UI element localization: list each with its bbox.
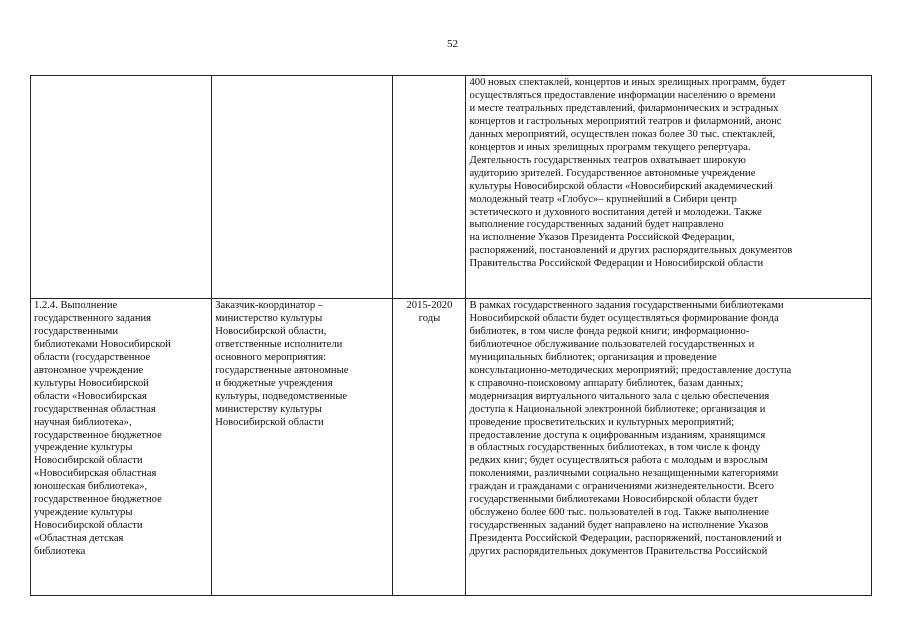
text-line: государственное бюджетное xyxy=(34,429,162,441)
text-line: граждан и гражданами с ограничениями жизнедеятельности. Всего xyxy=(469,481,774,493)
text-line: автономное учреждение xyxy=(34,364,144,376)
text-line: на исполнение Указов Президента Российской Федерации, xyxy=(469,232,735,244)
table-row xyxy=(31,76,872,299)
text-line: культуры Новосибирской xyxy=(34,377,149,389)
text-line: государственного задания xyxy=(34,312,152,324)
text-line: концертов и иных зрелищных программ текущего репертуара. xyxy=(469,141,751,153)
text-line: редких книг; будет осуществляться работа с молодым и взрослым xyxy=(469,455,768,467)
text-line: государственная областная xyxy=(34,403,156,415)
text-line: эстетического и духовного воспитания детей и молодежи. Также xyxy=(469,206,762,218)
text-line: к справочно-поисковому аппарату библиотек, базам данных; xyxy=(469,377,744,389)
period-cell xyxy=(393,299,466,596)
text-line: основного мероприятия: xyxy=(215,351,327,363)
text-line: «Областная детская xyxy=(34,533,124,545)
text-line: обслужено более 600 тыс. пользователей в год. Также выполнение xyxy=(469,507,769,519)
text-line: библиотечное обслуживание пользователей государственных и xyxy=(469,338,755,350)
text-line: области «Новосибирская xyxy=(34,390,147,402)
text-line: В рамках государственного задания государственными библиотеками xyxy=(469,300,784,311)
text-line: проведение просветительских и культурных мероприятий; xyxy=(469,416,735,428)
text-line: выполнение государственных заданий будет направлено xyxy=(469,219,724,231)
executor-cell xyxy=(212,76,393,299)
page-number: 52 xyxy=(447,38,458,50)
text-line: других распорядительных документов Правительства Российской xyxy=(469,546,768,558)
text-line: ответственные исполнители xyxy=(215,338,343,350)
text-line: государственными библиотеками Новосибирской области будет xyxy=(469,494,758,506)
text-line: государственными xyxy=(34,325,119,337)
text-line: 2015-2020 xyxy=(406,300,453,311)
text-line: модернизация виртуального читального зала с целью обеспечения xyxy=(469,390,770,402)
description-cell xyxy=(466,299,872,596)
text-line: научная библиотека», xyxy=(34,416,132,428)
text-line: распоряжений, постановлений и других распорядительных документов xyxy=(469,245,793,257)
text-line: «Новосибирская областная xyxy=(34,468,157,480)
text-line: культуры Новосибирской области «Новосибирский академический xyxy=(469,180,773,192)
text-line: молодежный театр «Глобус»– крупнейший в Сибири центр xyxy=(469,193,737,205)
text-line: концертов и гастрольных мероприятий театров и филармоний, анонс xyxy=(469,115,782,127)
text-line: консультационно-методических мероприятий; предоставление доступа xyxy=(469,364,792,376)
text-line: годы xyxy=(418,312,441,324)
text-line: 400 новых спектаклей, концертов и иных зрелищных программ, будет xyxy=(469,77,786,88)
activity-cell xyxy=(31,76,212,299)
executor-cell xyxy=(212,299,393,596)
text-line: Деятельность государственных театров охватывает широкую xyxy=(469,154,746,166)
text-line: министерству культуры xyxy=(215,403,322,415)
activity-cell xyxy=(31,299,212,596)
text-line: Новосибирской области, xyxy=(215,325,327,337)
table-row xyxy=(31,299,872,596)
text-line: и месте театральных представлений, филармонических и эстрадных xyxy=(469,102,779,114)
text-line: доступа к Национальной электронной библиотеке; организация и xyxy=(469,403,766,415)
text-line: министерство культуры xyxy=(215,312,323,324)
text-line: культуры, подведомственные xyxy=(215,390,348,402)
text-line: библиотека xyxy=(34,546,86,558)
text-line: области (государственное xyxy=(34,351,151,363)
text-line: юношеская библиотека», xyxy=(34,481,148,493)
text-line: Новосибирской области будет осуществляться формирование фонда xyxy=(469,312,779,324)
text-line: библиотеками Новосибирской xyxy=(34,338,171,350)
text-line: Новосибирской области xyxy=(34,455,143,467)
text-line: государственных заданий будет направлено на исполнение Указов xyxy=(469,520,769,532)
text-line: Заказчик-координатор – xyxy=(215,300,324,311)
text-line: 1.2.4. Выполнение xyxy=(34,300,118,311)
text-line: в областных государственных библиотеках, в том числе к фонду xyxy=(469,442,761,454)
description-cell xyxy=(466,76,872,299)
text-line: данных мероприятий, осуществлен показ более 30 тыс. спектаклей, xyxy=(469,128,776,140)
text-line: Президента Российской Федерации, распоряжений, постановлений и xyxy=(469,533,782,545)
text-line: поколениями, различными социально незащищенными категориями xyxy=(469,468,779,480)
text-line: государственные автономные xyxy=(215,364,349,376)
period-cell xyxy=(393,76,466,299)
text-line: осуществляться предоставление информации населению о времени xyxy=(469,89,776,101)
text-line: предоставление доступа к оцифрованным изданиям, хранящимся xyxy=(469,429,766,441)
text-line: Правительства Российской Федерации и Новосибирской области xyxy=(469,258,764,270)
text-line: муниципальных библиотек; организация и проведение xyxy=(469,351,717,363)
text-line: аудиторию зрителей. Государственное автономные учреждение xyxy=(469,167,756,179)
activities-table xyxy=(30,75,872,596)
text-line: учреждение культуры xyxy=(34,442,133,454)
text-line: библиотек, в том числе фонда редкой книги; информационно- xyxy=(469,325,750,337)
text-line: учреждение культуры xyxy=(34,507,133,519)
text-line: государственное бюджетное xyxy=(34,494,162,506)
text-line: Новосибирской области xyxy=(34,520,143,532)
text-line: и бюджетные учреждения xyxy=(215,377,333,389)
text-line: Новосибирской области xyxy=(215,416,324,428)
